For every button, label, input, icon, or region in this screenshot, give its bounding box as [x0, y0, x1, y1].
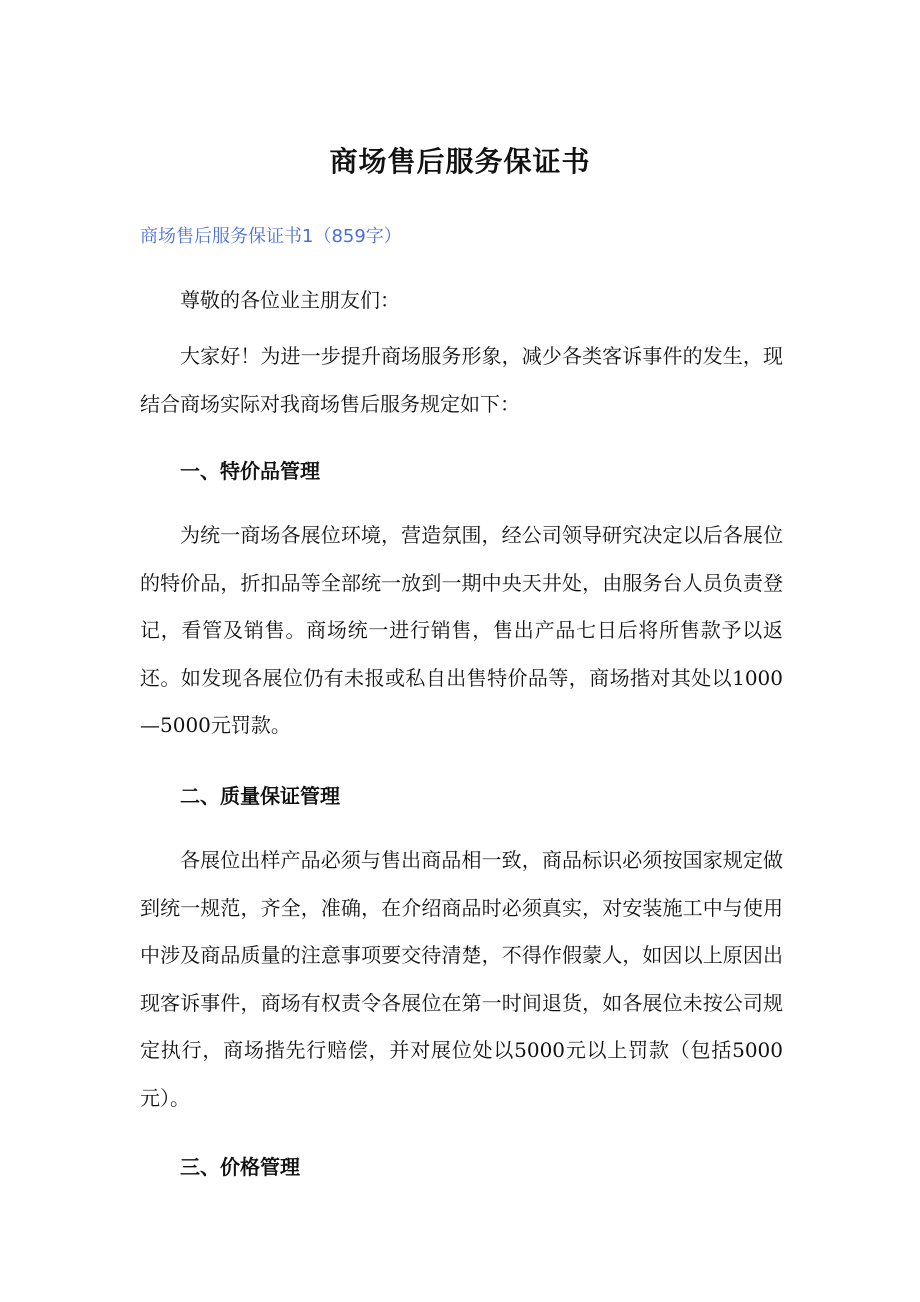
section-body-1: 为统一商场各展位环境，营造氛围，经公司领导研究决定以后各展位的特价品，折扣品等全部统一放到一期中央天井处，由服务台人员负责登记，看管及销售。商场统一进行销售，售出产品七日后将所售款予以返还。如发现各展位仍有未报或私自出售特价品等，商场揩对其处以1000—5000元罚款。 — [140, 523, 783, 737]
document-title: 商场售后服务保证书 — [329, 145, 591, 178]
intro-paragraph: 大家好！为进一步提升商场服务形象，减少各类客诉事件的发生，现结合商场实际对我商场售后服务规定如下： — [140, 344, 783, 416]
section-body-2: 各展位出样产品必须与售出商品相一致，商品标识必须按国家规定做到统一规范，齐全，准确，在介绍商品时必须真实，对安装施工中与使用中涉及商品质量的注意事项要交待清楚，不得作假蒙人，如因以上原因出现客诉事件，商场有权责令各展位在第一时间退货，如各展位未按公司规定执行，商场揩先行赔偿，并对展位处以5000元以上罚款（包括5000元）。 — [140, 848, 783, 1110]
subtitle-link[interactable]: 商场售后服务保证书1（859字） — [140, 226, 402, 247]
section-heading-2: 二、质量保证管理 — [180, 784, 340, 808]
section-heading-3: 三、价格管理 — [180, 1155, 300, 1179]
greeting-paragraph: 尊敬的各位业主朋友们： — [180, 288, 400, 312]
section-heading-1: 一、特价品管理 — [180, 459, 320, 483]
